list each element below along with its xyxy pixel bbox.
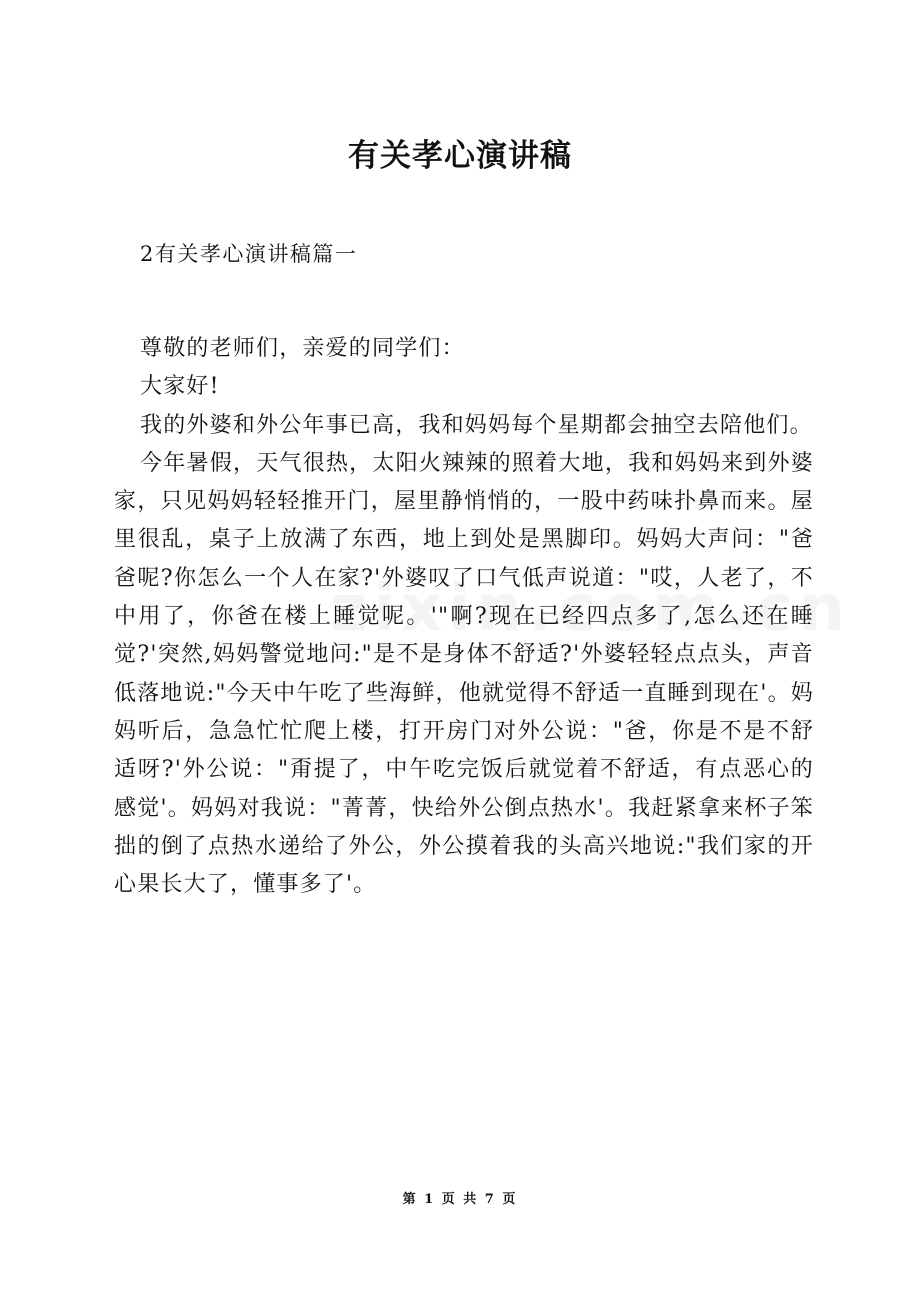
page-footer: 第 1 页 共 7 页 bbox=[402, 1192, 518, 1207]
paragraph-greeting: 大家好! bbox=[140, 374, 220, 400]
paragraph-story: 今年暑假，天气很热，太阳火辣辣的照着大地，我和妈妈来到外婆家，只见妈妈轻轻推开门，屋里静悄悄的，一股中药味扑鼻而来。屋里很乱，桌子上放满了东西，地上到处是黑脚印。妈妈大声问："爸爸呢?你怎么一个人在家?'外婆叹了口气低声说道："哎，人老了，不中用了，你爸在楼上睡觉呢。'"啊?现在已经四点多了,怎么还在睡觉?'突然,妈妈警觉地问:"是不是身体不舒适?'外婆轻轻点点头，声音低落地说:"今天中午吃了些海鲜，他就觉得不舒适一直睡到现在'。妈妈听后，急急忙忙爬上楼，打开房门对外公说："爸，你是不是不舒适呀?'外公说："甭提了，中午吃完饭后就觉着不舒适，有点恶心的感觉'。妈妈对我说："菁菁，快给外公倒点热水'。我赶紧拿来杯子笨拙的倒了点热水递给了外公，外公摸着我的头高兴地说:"我们家的开心果长大了，懂事多了'。 bbox=[114, 450, 814, 898]
document-title: 有关孝心演讲稿 bbox=[348, 138, 572, 174]
paragraph-intro: 我的外婆和外公年事已高，我和妈妈每个星期都会抽空去陪他们。 bbox=[140, 412, 813, 438]
body-text bbox=[114, 330, 814, 904]
paragraph-salutation: 尊敬的老师们，亲爱的同学们： bbox=[140, 336, 465, 361]
document-subtitle: 2有关孝心演讲稿篇一 bbox=[140, 242, 358, 266]
